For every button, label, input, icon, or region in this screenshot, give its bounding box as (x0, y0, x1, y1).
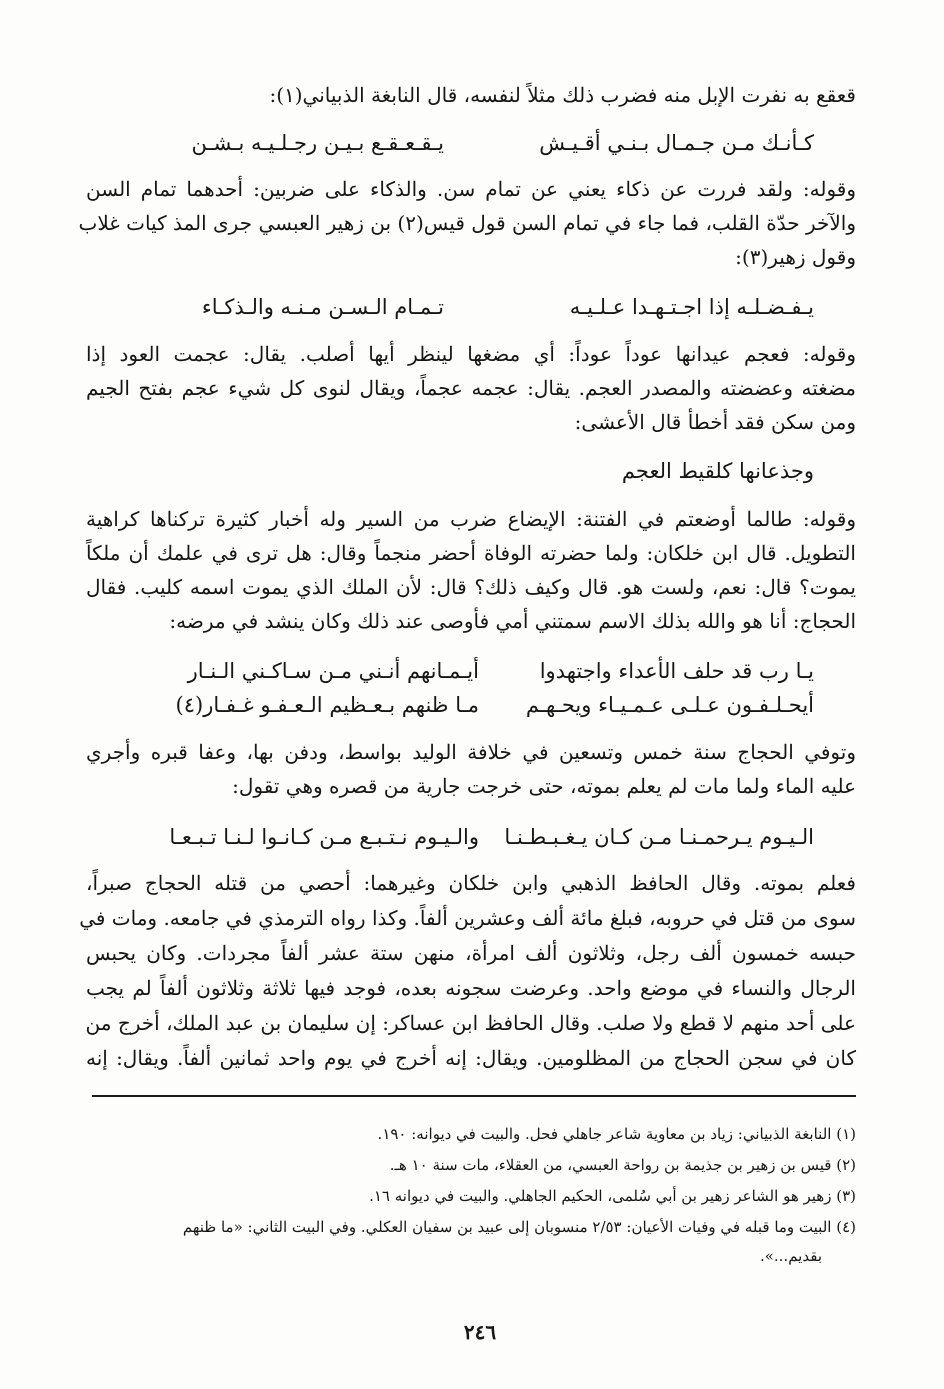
text-line: ومن سكن فقد أخطأ قال الأعشى: (574, 410, 856, 434)
verse-hemistich-right: يـا رب قد حلف الأعداء واجتهدوا (539, 659, 814, 683)
text-line: فعلم بموته. وقال الحافظ الذهبي وابن خلكان وغيرهما: أحصي من قتله الحجاج صبراً، (86, 871, 856, 895)
text-line: والآخر حدّة القلب، فما جاء في تمام السن قول قيس(٢) بن زهير العبسي جرى المذ كيات غلاب (78, 211, 856, 235)
page-number: ٢٤٦ (463, 1320, 497, 1344)
text-line: وقول زهير(٣): (735, 245, 856, 269)
text-line: الرجال والنساء في موضع واحد. وعرضت سجونه بعده، فوجد فيها ثلاثة وثلاثون ألفاً لم يجب (86, 976, 856, 1000)
text-line: التطويل. قال ابن خلكان: ولما حضرته الوفاة أحضر منجماً وقال: هل ترى في علمك أن ملكاً (86, 541, 856, 565)
verse-hemistich-left: أيـمـانهم أنـني مـن سـاكـني الـنـار (187, 659, 479, 683)
verse-hemistich-right: يـفـضـلـه إذا اجـتـهـدا عـلـيـه (569, 295, 814, 319)
text-line: قعقع به نفرت الإبل منه فضرب ذلك مثلاً لنفسه، قال النابغة الذبياني(١): (269, 83, 856, 107)
verse-hemistich-right: أيحـلـفـون عـلـى عـمـيـاء ويحـهـم (525, 693, 814, 717)
text-line: الحجاج: أنا هو والله بذلك الاسم سمتني أمي فأوصى عند ذلك وكان ينشد في مرضه: (169, 609, 856, 633)
verse-hemistich-left: تـمـام الـسـن مـنـه والـذكـاء (201, 295, 444, 319)
text-line: عليه الماء ولما مات لم يعلم بموته، حتى خرجت جارية من قصره وهي تقول: (232, 774, 856, 798)
footnote: (٣) زهير هو الشاعر زهير بن أبي سُلمى، الحكيم الجاهلي. والبيت في ديوانه ١٦. (369, 1187, 856, 1205)
footnote: (١) النابغة الذبياني: زياد بن معاوية شاعر جاهلي فحل. والبيت في ديوانه: ١٩٠. (377, 1125, 856, 1143)
text-line: يموت؟ قال: نعم، ولست هو. قال وكيف ذلك؟ قال: لأن الملك الذي يموت اسمه كليب. فقال (86, 575, 856, 599)
verse-hemistich-right: الـيـوم يـرحمـنـا مـن كـان يـغـبـطـنـا (504, 825, 814, 849)
verse-hemistich-left: يـقـعـقـع بـيـن رجـلـيـه بـشـن (191, 131, 444, 155)
text-line: حبسه خمسون ألف رجل، وثلاثون ألف امرأة، منهن ستة عشر ألفاً مجردات. وكان يحبس (86, 941, 857, 965)
footnote: (٢) قيس بن زهير بن جذيمة بن رواحة العبسي، من العقلاء، مات سنة ١٠ هـ. (389, 1156, 856, 1174)
verse-hemistich-right: كـأنـك مـن جـمـال بـنـي أقـيـش (539, 131, 814, 155)
footnote-continuation: بقديم...». (759, 1247, 822, 1265)
verse-hemistich-left: والـيـوم نـتـبـع مـن كـانـوا لـنـا تـبـعـا (169, 825, 479, 849)
text-line: على أحد منهم لا قطع ولا صلب. وقال الحافظ ابن عساكر: إن سليمان بن عبد الملك، أخرج من (85, 1011, 856, 1035)
text-line: مضغته وعضضته والمصدر العجم. يقال: عجمه عجماً، ويقال لنوى كل شيء عجم بفتح الجيم (86, 376, 856, 400)
verse-line: وجذعانها كلقيط العجم (621, 459, 814, 483)
text-line: وقوله: ولقد فررت عن ذكاء يعني عن تمام سن. والذكاء على ضربين: أحدهما تمام السن (86, 177, 856, 201)
footnote-separator (92, 1095, 856, 1097)
text-line: كان في سجن الحجاج من المظلومين. ويقال: إنه أخرج في يوم واحد ثمانين ألفاً. ويقال: إنه (86, 1046, 856, 1070)
text-line: سوى من قتل في حروبه، فبلغ مائة ألف وعشرين ألفاً. وكذا رواه الترمذي في جامعه. ومات في (79, 906, 856, 930)
verse-hemistich-left: مـا ظنهم بـعـظيم الـعـفـو غـفـار(٤) (175, 693, 479, 717)
text-line: وتوفي الحجاج سنة خمس وتسعين في خلافة الوليد بواسط، ودفن بها، وعفا قبره وأجري (86, 740, 856, 764)
text-line: وقوله: فعجم عيدانها عوداً عوداً: أي مضغها لينظر أيها أصلب. يقال: عجمت العود إذا (86, 342, 856, 366)
text-line: وقوله: طالما أوضعتم في الفتنة: الإيضاع ضرب من السير وله أخبار كثيرة تركناها كراهية (86, 507, 856, 531)
footnote: (٤) البيت وما قبله في وفيات الأعيان: ٢/٥٣ منسوبان إلى عبيد بن سفيان العكلي. وفي البيت الثاني: «ما ظنهم (182, 1218, 856, 1236)
